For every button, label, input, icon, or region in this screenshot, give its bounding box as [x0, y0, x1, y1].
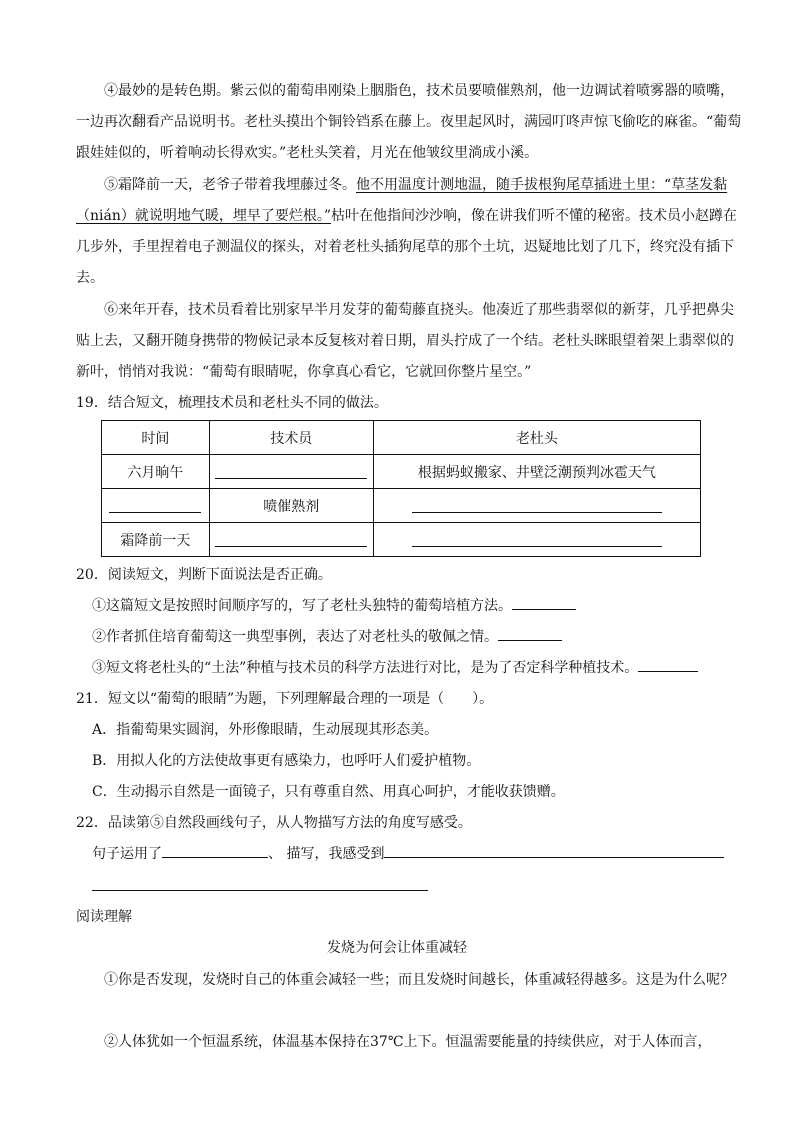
passage-paragraph-4: ④最妙的是转色期。紫云似的葡萄串刚染上胭脂色，技术员要喷催熟剂，他一边调试着喷雾器的喷嘴，一边再次翻看产品说明书。老杜头摸出个铜铃铛系在藤上。夜里起风时，满园叮咚声惊飞偷吃的麻雀。“葡萄跟娃娃似的，听着响动长得欢实。”老杜头笑着，月光在他皱纹里淌成小溪。 — [76, 83, 742, 161]
p5-underlined-sentence: 他不用温度计测地温，随手拔根狗尾草插进土里：“草茎发黏（nián）就说明地气暖，埋早了要烂根。” — [76, 177, 728, 224]
q20-stem: 20．阅读短文，判断下面说法是否正确。 — [76, 567, 332, 583]
table-row — [102, 489, 701, 523]
q20-s1-text: ①这篇短文是按照时间顺序写的，写了老杜头独特的葡萄培植方法。 — [92, 598, 512, 614]
table-header-row — [102, 421, 701, 455]
q19-comparison-table — [101, 420, 701, 557]
q20-statement-3 — [92, 653, 744, 684]
row1-time: 六月晌午 — [102, 455, 210, 489]
header-time: 时间 — [102, 421, 210, 455]
q22-stem: 22．品读第⑤自然段画线句子，从人物描写方法的角度写感受。 — [76, 815, 472, 831]
article-paragraph-1: ①你是否发现，发烧时自己的体重会减轻一些；而且发烧时间越长，体重减轻得越多。这是为什么呢？ — [104, 972, 734, 988]
article-paragraph-2: ②人体犹如一个恒温系统，体温基本保持在37℃上下。恒温需要能量的持续供应，对于人体而言， — [104, 1034, 712, 1050]
q22-feeling-blank[interactable] — [384, 841, 724, 858]
q20-s3-text: ③短文将老杜头的“土法”种植与技术员的科学方法进行对比，是为了否定科学种植技术。 — [92, 660, 639, 676]
q22-method-blank[interactable] — [162, 841, 268, 858]
q20-statement-1 — [92, 591, 744, 622]
table-row — [102, 523, 701, 557]
q21-option-b[interactable]: B．用拟人化的方法使故事更有感染力，也呼吁人们爱护植物。 — [92, 753, 481, 769]
passage-paragraph-6: ⑥来年开春，技术员看着比别家早半月发芽的葡萄藤直挠头。他凑近了那些翡翠似的新芽，几乎把鼻尖贴上去，又翻开随身携带的物候记录本反复核对着日期，眉头拧成了一个结。老杜头眯眼望着架上翡翠似的新叶，悄悄对我说：“葡萄有眼睛呢，你拿真心看它，它就回你整片星空。” — [76, 302, 734, 380]
q20-s2-answer-blank[interactable] — [498, 624, 562, 641]
q20-s3-answer-blank[interactable] — [638, 655, 698, 672]
row3-old-du-blank[interactable] — [373, 523, 700, 557]
q22-mid: 、 描写，我感受到 — [268, 846, 385, 862]
row1-technician-blank[interactable] — [209, 455, 373, 489]
row3-technician-blank[interactable] — [209, 523, 373, 557]
row2-technician: 喷催熟剂 — [209, 489, 373, 523]
q22-feeling-blank-line-2[interactable] — [92, 890, 428, 891]
article-title: 发烧为何会让体重减轻 — [327, 940, 467, 956]
q20-s1-answer-blank[interactable] — [512, 593, 576, 610]
table-row — [102, 455, 701, 489]
row2-time-blank[interactable] — [102, 489, 210, 523]
q20-statement-2 — [92, 622, 744, 653]
section-label: 阅读理解 — [76, 909, 132, 925]
q19-stem: 19．结合短文，梳理技术员和老杜头不同的做法。 — [76, 395, 388, 411]
header-old-du: 老杜头 — [373, 421, 700, 455]
q22-prefix: 句子运用了 — [92, 846, 162, 862]
p5-end: 枯叶在他指间沙沙响，像在讲我们听不懂的秘密。技术员小赵蹲在几步外，手里捏着电子测温仪的探头，对着老杜头插狗尾草的那个土坑，迟疑地比划了几下，终究没有插下去。 — [76, 208, 738, 286]
q21-option-c[interactable]: C．生动揭示自然是一面镜子，只有尊重自然、用真心呵护，才能收获馈赠。 — [92, 784, 565, 800]
q21-stem: 21．短文以“葡萄的眼睛”为题，下列理解最合理的一项是（ ）。 — [76, 691, 494, 707]
row3-time: 霜降前一天 — [102, 523, 210, 557]
passage-paragraph-5 — [76, 170, 744, 294]
q22-answer-line — [92, 839, 752, 870]
p5-start: ⑤霜降前一天，老爷子带着我埋藤过冬。 — [104, 177, 356, 193]
row2-old-du-blank[interactable] — [373, 489, 700, 523]
row1-old-du: 根据蚂蚁搬家、井壁泛潮预判冰雹天气 — [373, 455, 700, 489]
q21-option-a[interactable]: A．指葡萄果实圆润，外形像眼睛，生动展现其形态美。 — [92, 722, 439, 738]
q20-s2-text: ②作者抓住培育葡萄这一典型事例，表达了对老杜头的敬佩之情。 — [92, 629, 498, 645]
header-technician: 技术员 — [209, 421, 373, 455]
